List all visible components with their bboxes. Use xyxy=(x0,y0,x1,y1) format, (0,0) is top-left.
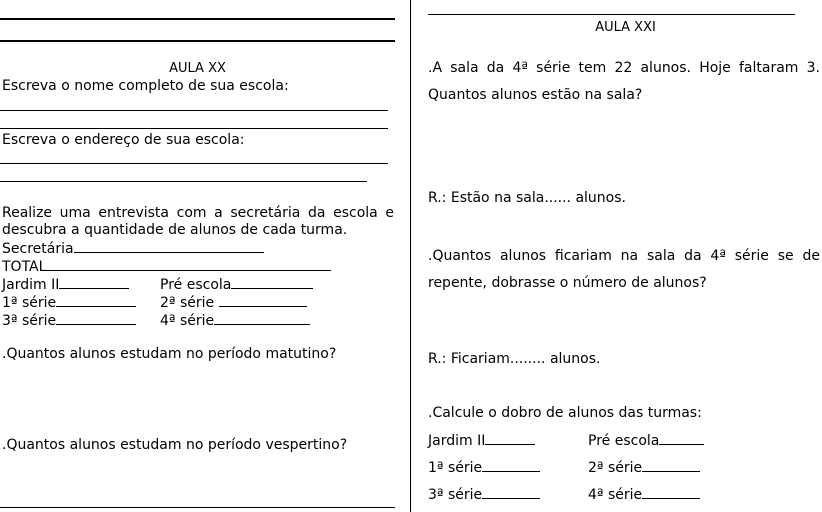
right-answer-in-class: R.: Estão na sala...... alunos. xyxy=(428,190,626,206)
left-question-morning: .Quantos alunos estudam no período matutino? xyxy=(2,346,337,362)
serie-3-label: 3ª série xyxy=(2,312,136,329)
right-question-calculate: .Calcule o dobro de alunos das turmas: xyxy=(428,405,702,421)
right-top-rule xyxy=(428,14,795,15)
right-serie-3-label: 3ª série xyxy=(428,486,540,503)
column-divider xyxy=(410,0,411,512)
answer-line-school-address-1 xyxy=(0,163,388,164)
pre-escola-label: Pré escola xyxy=(160,276,313,293)
right-question-double: .Quantos alunos ficariam na sala da 4ª série se de repente, dobrasse o número de alunos? xyxy=(428,248,820,291)
left-question-afternoon: .Quantos alunos estudam no período vespertino? xyxy=(2,437,348,453)
serie-2-label: 2ª série xyxy=(160,294,307,311)
right-serie-4-label: 4ª série xyxy=(588,486,700,503)
right-title: AULA XXI xyxy=(595,20,656,35)
left-question-interview: Realize uma entrevista com a secretária da escola e descubra a quantidade de alunos de cada turma. xyxy=(2,205,394,238)
left-title: AULA XX xyxy=(169,61,226,76)
right-jardim-label: Jardim II xyxy=(428,432,535,449)
left-bottom-rule xyxy=(0,507,395,508)
secretaria-label: Secretária xyxy=(2,240,264,257)
left-top-rule-1 xyxy=(0,18,395,20)
right-serie-1-label: 1ª série xyxy=(428,459,540,476)
right-answer-would-be: R.: Ficariam........ alunos. xyxy=(428,351,601,367)
left-question-school-address: Escreva o endereço de sua escola: xyxy=(2,132,245,148)
left-question-school-name: Escreva o nome completo de sua escola: xyxy=(2,78,289,94)
total-label: TOTAL xyxy=(2,258,331,275)
jardim-label: Jardim II xyxy=(2,276,129,293)
serie-1-label: 1ª série xyxy=(2,294,136,311)
serie-4-label: 4ª série xyxy=(160,312,310,329)
answer-line-school-address-2 xyxy=(0,181,367,182)
left-top-rule-2 xyxy=(0,40,395,42)
answer-line-school-name-1 xyxy=(0,110,388,111)
right-question-class-size: .A sala da 4ª série tem 22 alunos. Hoje faltaram 3. Quantos alunos estão na sala? xyxy=(428,60,820,103)
right-serie-2-label: 2ª série xyxy=(588,459,700,476)
answer-line-school-name-2 xyxy=(0,128,388,129)
right-pre-escola-label: Pré escola xyxy=(588,432,704,449)
